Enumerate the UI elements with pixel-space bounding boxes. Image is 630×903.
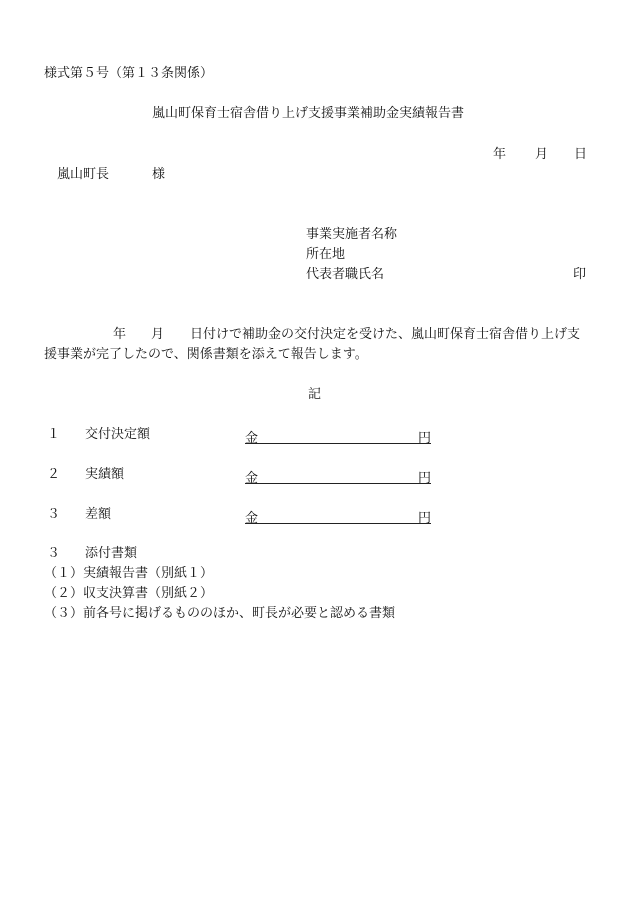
amount-unit: 円: [417, 431, 431, 446]
applicant-address-label: 所在地: [306, 247, 346, 262]
date-month: 月: [535, 147, 549, 162]
item-label: 実績額: [85, 467, 125, 482]
amount-unit: 円: [417, 471, 431, 486]
item-label: 交付決定額: [85, 427, 151, 442]
amount-unit: 円: [417, 511, 431, 526]
body-year: 年: [113, 327, 127, 342]
amount-field: [245, 427, 431, 444]
addressee-honorific: 様: [152, 167, 166, 182]
addressee-name: 嵐山町長: [57, 167, 110, 182]
amount-prefix: 金: [245, 471, 259, 486]
date-day: 日: [574, 147, 588, 162]
date-year: 年: [493, 147, 507, 162]
item-number: ２: [47, 467, 61, 482]
body-line-2: 援事業が完了したので、関係書類を添えて報告します。: [44, 347, 368, 362]
amount-prefix: 金: [245, 511, 259, 526]
document-title: 嵐山町保育士宿舎借り上げ支援事業補助金実績報告書: [152, 106, 465, 121]
body-month: 月: [151, 327, 165, 342]
item-label: 差額: [85, 507, 112, 522]
attachments-number: ３: [47, 546, 61, 561]
seal-mark: 印: [573, 267, 587, 282]
amount-field: [245, 467, 431, 484]
amount-prefix: 金: [245, 431, 259, 446]
applicant-rep-label: 代表者職氏名: [306, 267, 385, 282]
amount-field: [245, 507, 431, 524]
attachment-item: （３）前各号に掲げるもののほか、町長が必要と認める書類: [44, 606, 396, 621]
applicant-org-label: 事業実施者名称: [306, 227, 398, 242]
ki-heading: 記: [308, 387, 322, 402]
attachment-item: （１）実績報告書（別紙１）: [44, 566, 214, 581]
form-number: 様式第５号（第１３条関係）: [44, 66, 214, 81]
body-line-1: 日付けで補助金の交付決定を受けた、嵐山町保育士宿舎借り上げ支: [190, 327, 581, 342]
attachments-heading: 添付書類: [85, 546, 138, 561]
item-number: １: [47, 427, 61, 442]
attachment-item: （２）収支決算書（別紙２）: [44, 586, 214, 601]
item-number: ３: [47, 507, 61, 522]
